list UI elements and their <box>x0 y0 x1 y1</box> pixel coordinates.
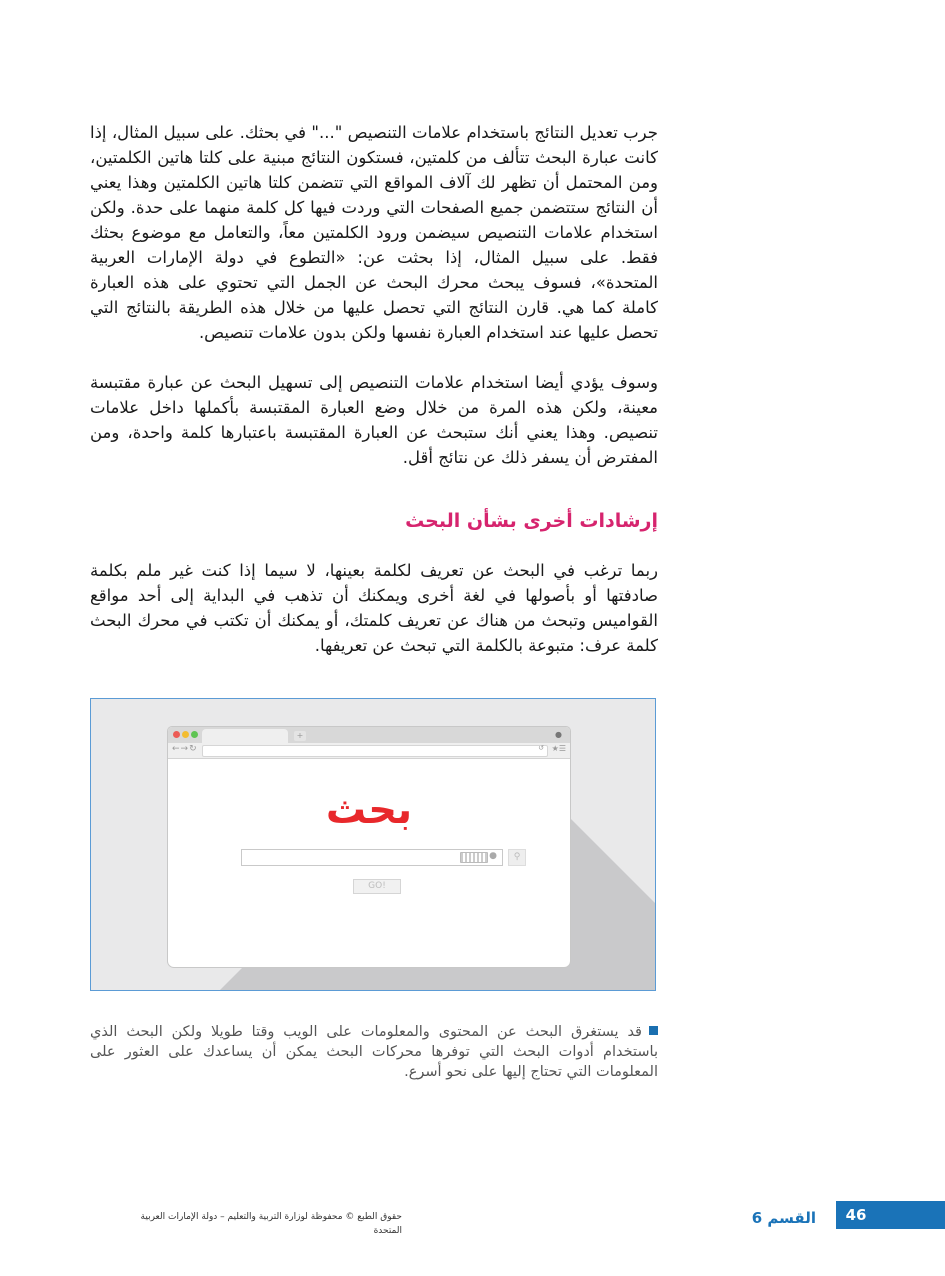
close-icon[interactable] <box>173 731 180 738</box>
caption-text: قد يستغرق البحث عن المحتوى والمعلومات على الويب وقتا طويلا ولكن البحث الذي باستخدام أدوات البحث التي توفرها محركات البحث يمكن أن يساعدك على العثور على المعلومات التي تحتاج إليها على نحو أسرع. <box>90 1024 658 1080</box>
mic-icon[interactable]: ● <box>489 851 497 861</box>
browser-window <box>168 727 570 967</box>
search-input[interactable] <box>241 849 503 866</box>
search-engine-figure <box>90 698 656 991</box>
body-paragraph-quotes: جرب تعديل النتائج باستخدام علامات التنصيص "..." في بحثك. على سبيل المثال، إذا كانت عبارة البحث تتألف من كلمتين، فستكون النتائج مبنية على كلتا هاتين الكلمتين، ومن المحتمل أن تظهر لك آلاف المواقع التي تتضمن كلتا هاتين الكلمتين وهذا يعني أن النتائج ستتضمن جميع الصفحات التي وردت فيها كل كلمة منهما على حدة. ولكن استخدام علامات التنصيص سيضمن ورود الكلمتين معاً، والتعامل مع موضوع بحثك فقط. على سبيل المثال، إذا بحثت عن: «التطوع في دولة الإمارات العربية المتحدة»، فسوف يبحث محرك البحث عن الجمل التي تحتوي على هذه العبارة كاملة كما هي. قارن النتائج التي تحصل عليها من خلال هذه الطريقة بالنتائج التي تحصل عليها عند استخدام العبارة نفسها ولكن بدون علامات تنصيص. <box>90 123 658 342</box>
search-logo: بحث <box>325 787 413 833</box>
copyright-notice: حقوق الطبع © محفوظة لوزارة التربية والتعليم – دولة الإمارات العربية المتحدة <box>140 1212 402 1236</box>
caption-bullet-icon <box>649 1026 658 1035</box>
menu-icon[interactable]: ★☰ <box>551 744 566 753</box>
keyboard-icon[interactable] <box>460 852 488 863</box>
address-bar[interactable] <box>202 745 548 757</box>
browser-titlebar <box>168 727 570 743</box>
page-number: 46 <box>845 1206 867 1224</box>
browser-tab[interactable] <box>202 729 288 743</box>
go-button[interactable]: GO! <box>353 879 401 894</box>
body-paragraph-definitions: ربما ترغب في البحث عن تعريف لكلمة بعينها، لا سيما إذا كنت غير ملم بكلمة صادفتها أو بأصولها في لغة أخرى ويمكنك أن تذهب في البداية إلى أحد مواقع القواميس وتبحث من هناك عن تعريف كلمتك، أو يمكنك أن تكتب في محرك البحث كلمة عرف: متبوعة بالكلمة التي تبحث عن تعريفها. <box>90 561 658 655</box>
section-heading: إرشادات أخرى بشأن البحث <box>405 510 658 532</box>
navigation-arrows-icon[interactable]: ←→↻ <box>172 744 198 754</box>
refresh-icon[interactable]: ↺ <box>538 744 544 752</box>
figure-caption <box>90 1022 658 1082</box>
maximize-icon[interactable] <box>191 731 198 738</box>
new-tab-button[interactable]: + <box>294 731 306 741</box>
search-icon[interactable]: ⚲ <box>508 849 526 866</box>
body-paragraph-quoted-phrase: وسوف يؤدي أيضا استخدام علامات التنصيص إلى تسهيل البحث عن عبارة مقتبسة معينة، ولكن هذه المرة من خلال وضع العبارة المقتبسة بأكملها داخل علامات تنصيص. وهذا يعني أنك ستبحث عن العبارة المقتبسة باعتبارها كلمة واحدة، ومن المفترض أن يسفر ذلك عن نتائج أقل. <box>90 373 658 467</box>
browser-toolbar <box>168 743 570 759</box>
user-icon[interactable]: ● <box>555 730 562 739</box>
section-label: القسم 6 <box>751 1209 816 1227</box>
minimize-icon[interactable] <box>182 731 189 738</box>
